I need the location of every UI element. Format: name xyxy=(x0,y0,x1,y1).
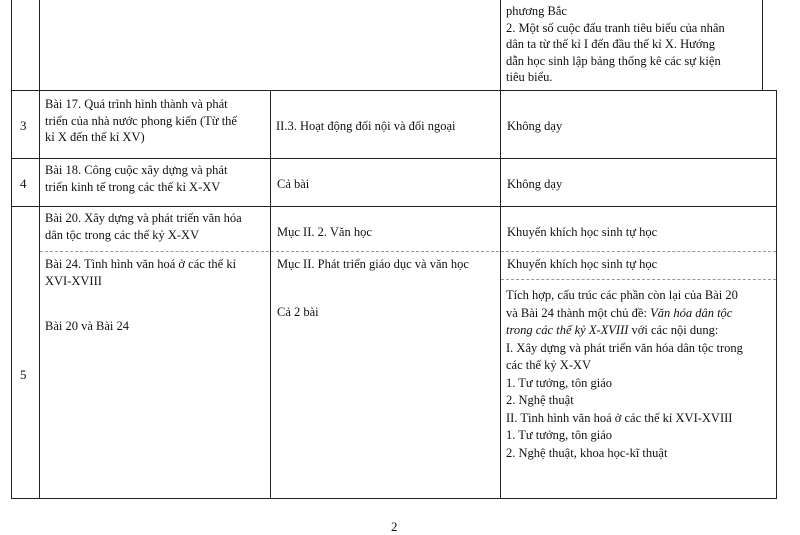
col-divider-2 xyxy=(270,90,271,499)
text-line: triển kinh tế trong các thế kỉ X-XV xyxy=(45,179,221,194)
row-3-guidance: Không dạy xyxy=(507,119,563,133)
text-line: 1. Tư tưởng, tôn giáo xyxy=(506,375,613,390)
top-row-guidance xyxy=(506,3,762,86)
text-line: Tích hợp, cấu trúc các phần còn lại của Bài 20 xyxy=(506,288,738,302)
text-line: triển của nhà nước phong kiến (Từ thế xyxy=(45,113,237,128)
text-line: dân tộc trong các thế kỷ X-XV xyxy=(45,227,200,242)
text-line: các thế kỷ X-XV xyxy=(506,358,592,372)
topic-title-italic: Văn hóa dân tộc xyxy=(650,305,733,320)
topic-title-italic: trong các thế kỷ X-XVIII xyxy=(506,323,629,337)
row-4-guidance: Không dạy xyxy=(507,177,563,191)
subrow-separator-guidance-1 xyxy=(501,251,776,252)
row-5-guidance-a: Khuyến khích học sinh tự học xyxy=(507,225,658,239)
text-line: Bài 24. Tình hình văn hoá ở các thế kỉ xyxy=(45,257,237,271)
row-4-content: Cả bài xyxy=(277,177,310,191)
row-divider-1 xyxy=(11,90,777,91)
subrow-separator-content xyxy=(271,251,499,252)
row-3-number: 3 xyxy=(20,118,27,133)
row-divider-3 xyxy=(11,206,777,207)
subrow-separator-lesson xyxy=(40,251,269,252)
text-line: II. Tình hình văn hoá ở các thế kỉ XVI-XVIII xyxy=(506,410,733,425)
row-5-guidance-c xyxy=(506,287,774,462)
text-line: 1. Tư tưởng, tôn giáo xyxy=(506,428,613,442)
table-border-left xyxy=(11,0,12,499)
text-line: tiêu biểu. xyxy=(506,70,553,84)
col-divider-top-right xyxy=(762,0,763,90)
row-4-number: 4 xyxy=(20,176,27,191)
text-line: Bài 20. Xây dựng và phát triển văn hóa xyxy=(45,211,242,225)
row-divider-2 xyxy=(11,158,777,159)
row-5-guidance-b: Khuyến khích học sinh tự học xyxy=(507,257,658,271)
text-line xyxy=(506,322,774,340)
text-line: Bài 18. Công cuộc xây dựng và phát xyxy=(45,163,228,177)
row-4-lesson xyxy=(45,162,267,195)
text-line: 2. Một số cuộc đấu tranh tiêu biểu của nhân xyxy=(506,20,725,35)
table-border-bottom xyxy=(11,498,777,499)
row-5-number: 5 xyxy=(20,367,27,382)
table-border-right xyxy=(776,90,777,499)
row-3-lesson xyxy=(45,96,267,146)
subrow-separator-guidance-2 xyxy=(501,279,776,280)
text-line: 2. Nghệ thuật, khoa học-kĩ thuật xyxy=(506,445,668,460)
text-line: XVI-XVIII xyxy=(45,273,102,288)
text-line: phương Bắc xyxy=(506,4,567,18)
text-line: Bài 17. Quá trình hình thành và phát xyxy=(45,97,228,111)
text-line: dẫn học sinh lập bảng thống kê các sự kiện xyxy=(506,53,721,68)
text-line xyxy=(506,305,774,323)
row-5-content-a: Mục II. 2. Văn học xyxy=(277,225,372,239)
row-3-content: II.3. Hoạt động đối nội và đối ngoại xyxy=(276,119,456,133)
text-line: I. Xây dựng và phát triển văn hóa dân tộc trong xyxy=(506,340,743,355)
text-segment: với các nội dung: xyxy=(628,323,719,337)
text-segment: và Bài 24 thành một chủ đề: xyxy=(506,305,651,320)
text-line: dân ta từ thế kỉ I đến đầu thế kỉ X. Hướng xyxy=(506,37,716,51)
text-line: 2. Nghệ thuật xyxy=(506,393,574,407)
col-divider-3 xyxy=(500,0,501,499)
col-divider-1 xyxy=(39,0,40,499)
row-5-content-b: Mục II. Phát triển giáo dục và văn học xyxy=(277,257,469,271)
row-5-lesson-b xyxy=(45,256,267,289)
row-5-content-c: Cả 2 bài xyxy=(277,305,319,319)
text-line: kỉ X đến thế kỉ XV) xyxy=(45,130,145,144)
page-number: 2 xyxy=(391,519,398,534)
row-5-lesson-a xyxy=(45,210,267,243)
row-5-lesson-c: Bài 20 và Bài 24 xyxy=(45,319,130,333)
